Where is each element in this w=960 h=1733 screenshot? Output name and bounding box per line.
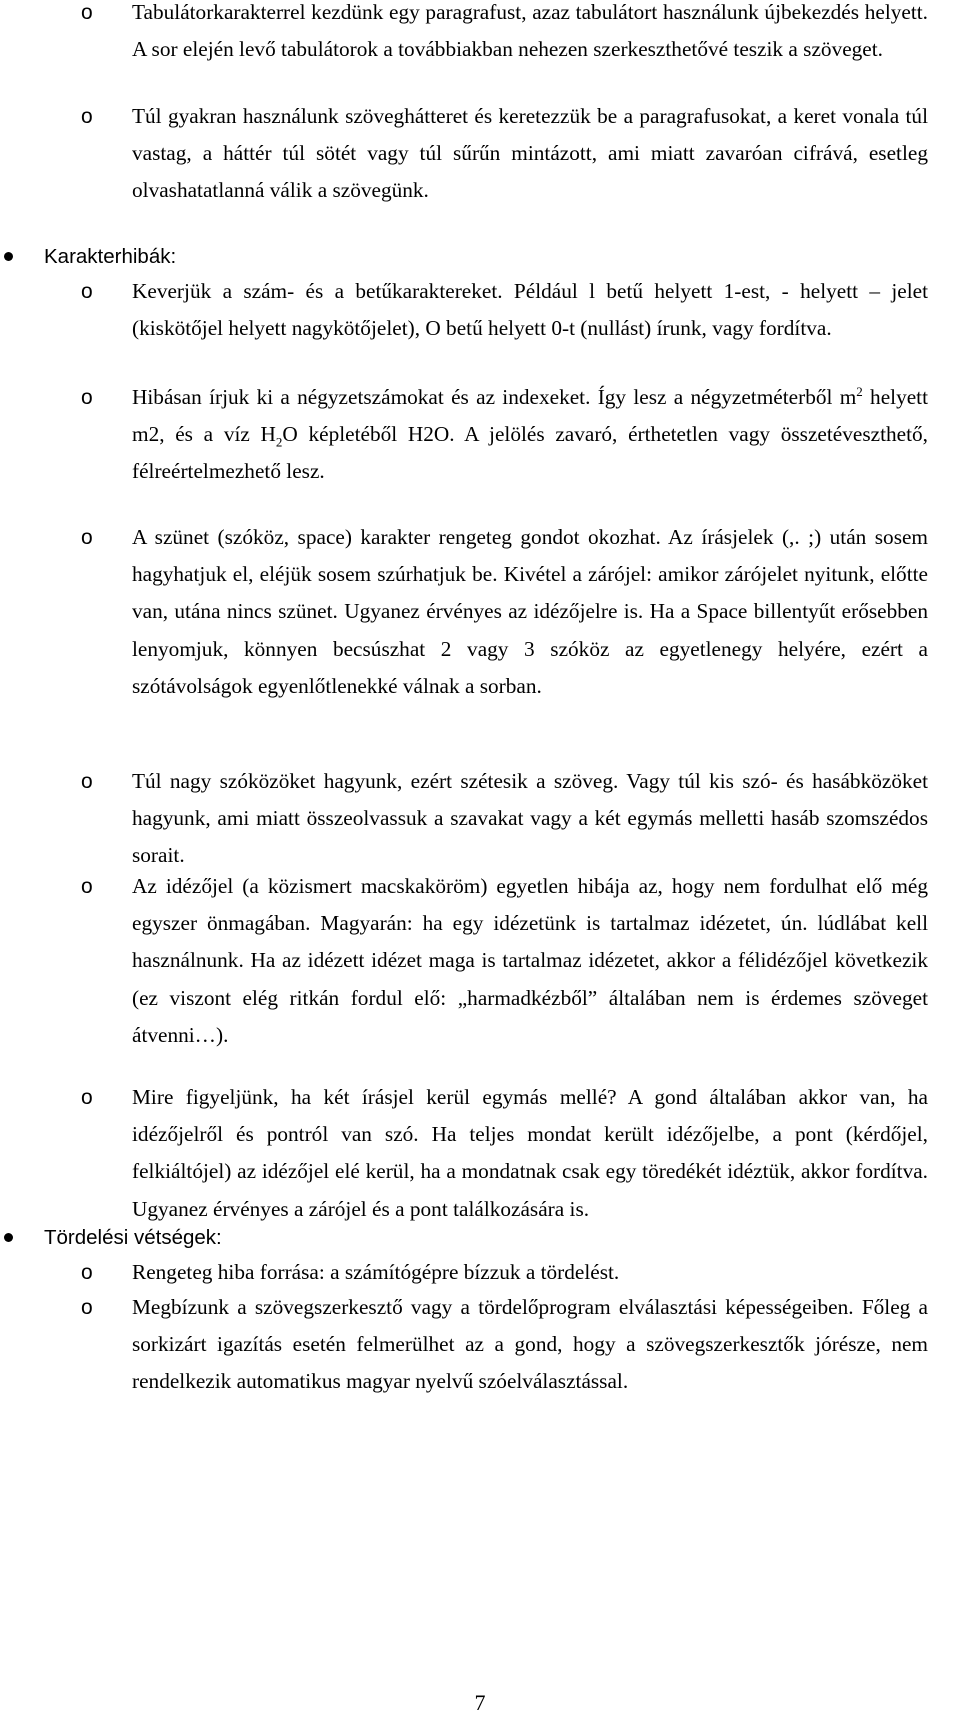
sub-bullet-marker: o — [81, 1, 93, 24]
list-item-big-spaces — [81, 763, 928, 875]
list-item-tabulator — [81, 0, 928, 68]
list-item-text: Az idézőjel (a közismert macskaköröm) egyetlen hibája az, hogy nem fordulhat elő még egyszer önmagában. Magyarán: ha egy idézetünk is tartalmaz idézetet, ún. lúdlábat kell használnunk. Ha az idézett idézet maga is tartalmaz idézetet, akkor a félidézőjel következik (ez viszont elég ritkán fordul elő: „harmadkézből” általában nem is érdemes szöveget átvenni…). — [132, 874, 928, 1047]
list-item-text: Túl nagy szóközöket hagyunk, ezért szétesik a szöveg. Vagy túl kis szó- és hasábközöket hagyunk, ami miatt összeolvassuk a szavakat vagy a két egymás melletti hasáb szomszédos sorait. — [132, 769, 928, 868]
superscript: 2 — [856, 383, 863, 399]
sub-bullet-marker: o — [81, 770, 93, 793]
bullet-dot-icon — [4, 252, 13, 261]
bullet-dot-icon — [4, 1233, 13, 1242]
list-item-text: Mire figyeljünk, ha két írásjel kerül egymás mellé? A gond általában akkor van, ha idézőjelről és pontról van szó. Ha teljes mondat került idézőjelbe, a pont (kérdőjel, felkiáltójel) az idézőjel elé kerül, ha a mondatnak csak egy töredékét idéztük, akkor fordítva. Ugyanez érvényes a zárójel és a pont találkozására is. — [132, 1085, 928, 1221]
sub-bullet-marker: o — [81, 1086, 93, 1109]
list-item-background — [81, 98, 928, 210]
list-item-text: Túl gyakran használunk szöveghátteret és keretezzük be a paragrafusokat, a keret vonala túl vastag, a háttér túl sötét vagy túl sűrűn mintázott, ami miatt zavaróan cifrává, esetleg olvashatatlanná válik a szövegünk. — [132, 104, 928, 203]
list-item-text: A szünet (szóköz, space) karakter rengeteg gondot okozhat. Az írásjelek (,. ;) után sosem hagyhatjuk el, eléjük sosem szúrhatjuk be. Kivétel a zárójel: amikor zárójelet nyitunk, előtte van, utána nincs szünet. Ugyanez érvényes az idézőjelre is. Ha a Space billentyűt erősebben lenyomjuk, könnyen becsúszhat 2 vagy 3 szóköz az egyetlenegy helyére, ezért a szótávolságok egyenlőtlenekké válnak a sorban. — [132, 525, 928, 698]
sub-bullet-marker: o — [81, 1296, 93, 1319]
list-item-space — [81, 519, 928, 705]
list-item-hyphenation — [81, 1289, 928, 1401]
list-item-text: Hibásan írjuk ki a négyzetszámokat és az indexeket. Így lesz a négyzetméterből $m^2$ helyett m2, és a víz $H_2O$ képletéből H2O. A jelölés zavaró, érthetetlen vagy összetéveszthető, félreértelmezhető lesz. — [132, 383, 929, 484]
list-item-quotes — [81, 868, 928, 1054]
page-number: 7 — [474, 1690, 486, 1715]
list-item-mixing — [81, 273, 928, 347]
sub-bullet-marker: o — [81, 1261, 93, 1284]
sub-bullet-marker: o — [81, 526, 93, 549]
list-item-indexes — [81, 379, 929, 491]
list-item-break-computer — [81, 1254, 928, 1291]
sub-bullet-marker: o — [81, 386, 93, 409]
section-heading-character-errors — [44, 238, 928, 275]
section-heading-text: Karakterhibák: — [44, 245, 177, 268]
section-heading-breaking — [44, 1219, 928, 1256]
sub-bullet-marker: o — [81, 105, 93, 128]
sub-bullet-marker: o — [81, 280, 93, 303]
list-item-text: Rengeteg hiba forrása: a számítógépre bízzuk a tördelést. — [132, 1260, 620, 1284]
list-item-text: Keverjük a szám- és a betűkaraktereket. Például l betű helyett 1-est, - helyett – jelet (kiskötőjel helyett nagykötőjelet), O betű helyett 0-t (nullást) írunk, vagy fordítva. — [132, 279, 928, 341]
sub-bullet-marker: o — [81, 875, 93, 898]
list-item-text: Tabulátorkarakterrel kezdünk egy paragrafust, azaz tabulátort használunk újbekezdés helyett. A sor elején levő tabulátorok a továbbiakban nehezen szerkeszthetővé teszik a szöveget. — [132, 0, 928, 62]
list-item-two-marks — [81, 1079, 928, 1228]
section-heading-text: Tördelési vétségek: — [44, 1226, 222, 1249]
subscript: 2 — [275, 434, 283, 450]
list-item-text: Megbízunk a szövegszerkesztő vagy a tördelőprogram elválasztási képességeiben. Főleg a sorkizárt igazítás esetén felmerülhet az a gond, hogy a szövegszerkesztők jórésze, nem rendelkezik automatikus magyar nyelvű szóelválasztással. — [132, 1295, 928, 1394]
